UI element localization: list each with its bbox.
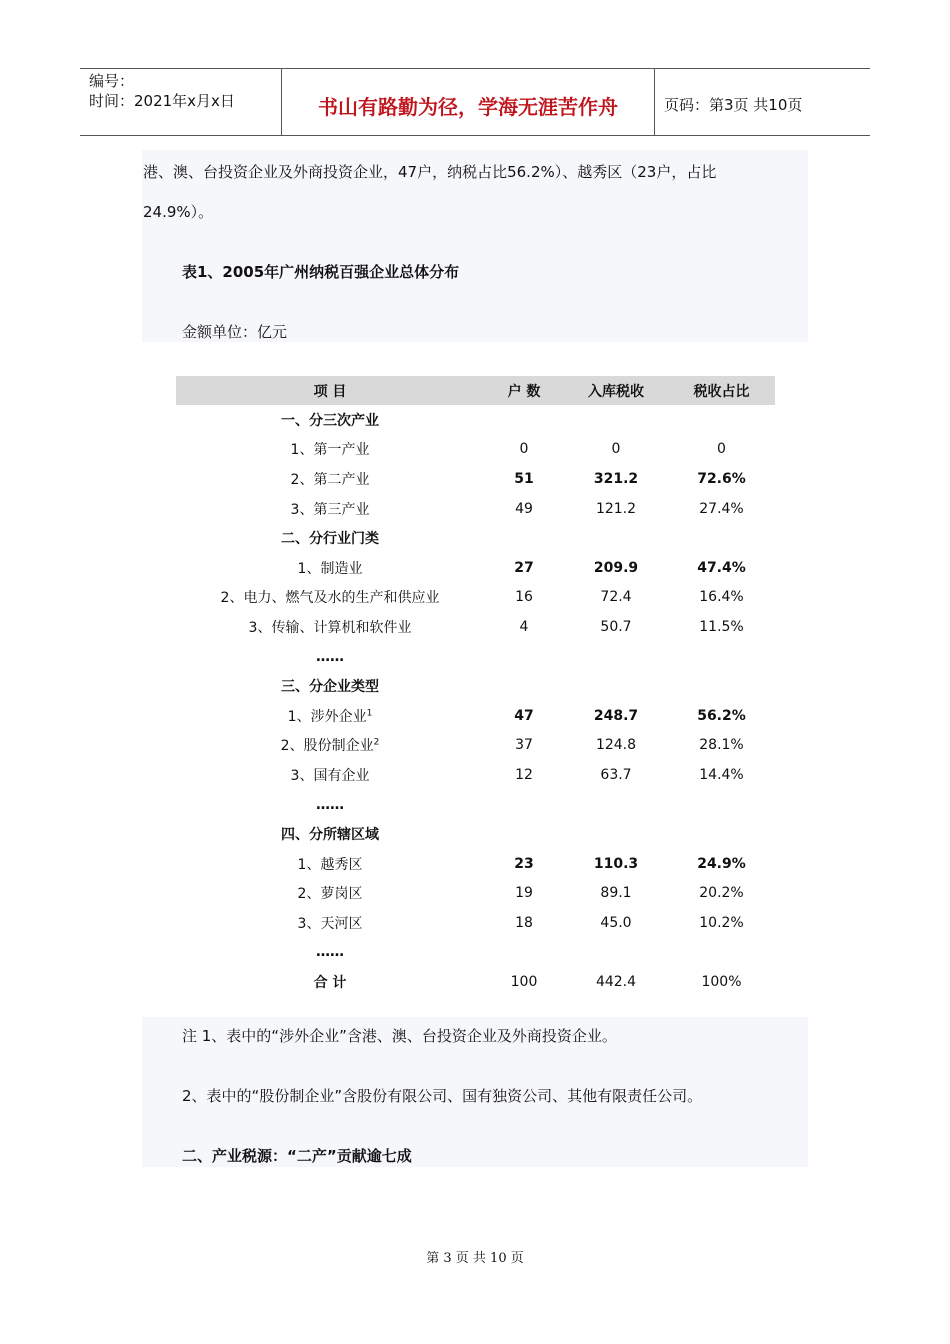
row-count: 16 — [515, 589, 533, 606]
row-item: …… — [316, 648, 344, 665]
row-count: 23 — [514, 855, 534, 872]
page-footer: 第 3 页 共 10 页 — [426, 1251, 524, 1266]
row-item: 1、制造业 — [297, 560, 363, 577]
footnote-marker: 1 — [366, 708, 373, 719]
table-row — [176, 790, 775, 820]
row-share — [668, 523, 775, 553]
row-item-cell — [176, 731, 484, 761]
row-share: 14.4% — [699, 766, 744, 783]
table-header-row — [176, 376, 775, 405]
row-tax: 89.1 — [600, 885, 632, 902]
row-tax: 321.2 — [593, 470, 639, 487]
table-row — [176, 849, 775, 879]
row-item: 3、第三产业 — [290, 501, 370, 518]
row-count — [484, 671, 564, 701]
row-tax — [564, 405, 668, 435]
row-count — [484, 523, 564, 553]
row-item: 2、电力、燃气及水的生产和供应业 — [220, 590, 440, 607]
tax-distribution-table — [176, 376, 775, 997]
row-share: 24.9% — [697, 855, 746, 872]
row-count: 4 — [519, 618, 529, 635]
table-row — [176, 731, 775, 761]
header-page-label: 页码：第3页 共10页 — [664, 96, 803, 114]
row-tax: 0 — [611, 441, 621, 458]
row-item: 三、分企业类型 — [281, 679, 379, 696]
row-item: 四、分所辖区域 — [281, 827, 379, 844]
row-item-cell — [176, 701, 484, 731]
note-2: 2、表中的“股份制企业”含股份有限公司、国有独资公司、其他有限责任公司。 — [182, 1087, 703, 1105]
table-caption: 表1、2005年广州纳税百强企业总体分布 — [182, 263, 460, 281]
row-count: 37 — [515, 737, 533, 754]
row-item: 3、天河区 — [297, 915, 363, 932]
row-item: 2、萝岗区 — [297, 886, 363, 903]
row-share — [668, 790, 775, 820]
row-tax: 63.7 — [600, 766, 632, 783]
row-share: 47.4% — [697, 559, 746, 576]
row-share — [668, 819, 775, 849]
row-count: 49 — [515, 500, 533, 517]
row-tax — [564, 523, 668, 553]
table-row — [176, 612, 775, 642]
row-tax: 110.3 — [593, 855, 639, 872]
total-label: 合 计 — [313, 975, 347, 992]
row-item: 2、第二产业 — [290, 471, 370, 488]
row-share — [668, 642, 775, 672]
row-tax: 121.2 — [595, 500, 637, 517]
row-count: 12 — [515, 766, 533, 783]
row-count: 18 — [515, 914, 533, 931]
row-item: 3、国有企业 — [290, 767, 370, 784]
row-tax: 248.7 — [593, 707, 639, 724]
header-divider-right — [654, 68, 655, 136]
row-count — [484, 790, 564, 820]
row-tax — [564, 790, 668, 820]
row-item: 一、分三次产业 — [281, 412, 379, 429]
table-row — [176, 701, 775, 731]
row-share — [668, 938, 775, 968]
intro-line-2: 24.9%）。 — [143, 203, 214, 221]
table-row — [176, 523, 775, 553]
row-count — [484, 405, 564, 435]
row-count: 51 — [514, 470, 534, 487]
table-row — [176, 938, 775, 968]
row-tax: 50.7 — [600, 618, 632, 635]
row-item: 2、股份制企业 — [280, 738, 374, 755]
row-tax: 124.8 — [595, 737, 637, 754]
row-tax — [564, 671, 668, 701]
total-count: 100 — [510, 974, 538, 991]
row-count: 27 — [514, 559, 534, 576]
row-share: 28.1% — [699, 737, 744, 754]
row-share: 0 — [717, 441, 726, 458]
footnote-marker: 2 — [373, 737, 380, 748]
col-header-share: 税收占比 — [668, 376, 775, 405]
table-total-row — [176, 967, 775, 997]
col-header-count: 户 数 — [484, 376, 564, 405]
intro-line-1: 港、澳、台投资企业及外商投资企业，47户，纳税占比56.2%）、越秀区（23户，占比 — [143, 163, 717, 181]
table-row — [176, 405, 775, 435]
row-item: 1、第一产业 — [290, 442, 370, 459]
table-row — [176, 760, 775, 790]
header-top-rule — [80, 68, 870, 69]
row-item: …… — [316, 796, 344, 813]
section-heading: 二、产业税源：“二产”贡献逾七成 — [182, 1147, 412, 1165]
row-share: 16.4% — [699, 589, 744, 606]
table-row — [176, 819, 775, 849]
row-count — [484, 938, 564, 968]
row-count: 19 — [515, 885, 533, 902]
row-tax — [564, 642, 668, 672]
table-row — [176, 879, 775, 909]
row-tax: 209.9 — [593, 559, 639, 576]
header-meta — [89, 71, 235, 111]
row-share: 72.6% — [697, 470, 746, 487]
row-share — [668, 405, 775, 435]
table-row — [176, 464, 775, 494]
total-share: 100% — [701, 974, 742, 991]
header-bottom-rule — [80, 135, 870, 136]
row-count — [484, 642, 564, 672]
note-1: 注 1、表中的“涉外企业”含港、澳、台投资企业及外商投资企业。 — [182, 1027, 617, 1045]
row-tax: 45.0 — [600, 914, 632, 931]
row-share: 27.4% — [699, 500, 744, 517]
col-header-item: 项 目 — [176, 376, 484, 405]
unit-note: 金额单位：亿元 — [182, 323, 288, 341]
number-label: 编号： — [89, 72, 135, 90]
row-item: …… — [316, 944, 344, 961]
row-share — [668, 671, 775, 701]
row-tax: 72.4 — [600, 589, 632, 606]
row-tax — [564, 819, 668, 849]
table-row — [176, 671, 775, 701]
row-tax — [564, 938, 668, 968]
table-row — [176, 435, 775, 465]
row-share: 20.2% — [699, 885, 744, 902]
row-item: 3、传输、计算机和软件业 — [248, 619, 412, 636]
header-motto: 书山有路勤为径，学海无涯苦作舟 — [318, 95, 618, 119]
row-share: 10.2% — [699, 914, 744, 931]
col-header-tax: 入库税收 — [564, 376, 668, 405]
row-count: 0 — [519, 441, 529, 458]
row-item: 1、越秀区 — [297, 856, 363, 873]
row-count: 47 — [514, 707, 534, 724]
row-count — [484, 819, 564, 849]
row-share: 56.2% — [697, 707, 746, 724]
time-label: 时间：2021年x月x日 — [89, 92, 235, 110]
table-row — [176, 583, 775, 613]
row-item: 二、分行业门类 — [281, 531, 379, 548]
row-item: 1、涉外企业 — [287, 708, 367, 725]
table-row — [176, 642, 775, 672]
row-share: 11.5% — [699, 618, 744, 635]
table-row — [176, 553, 775, 583]
total-tax: 442.4 — [595, 974, 637, 991]
table-row — [176, 494, 775, 524]
table-row — [176, 908, 775, 938]
